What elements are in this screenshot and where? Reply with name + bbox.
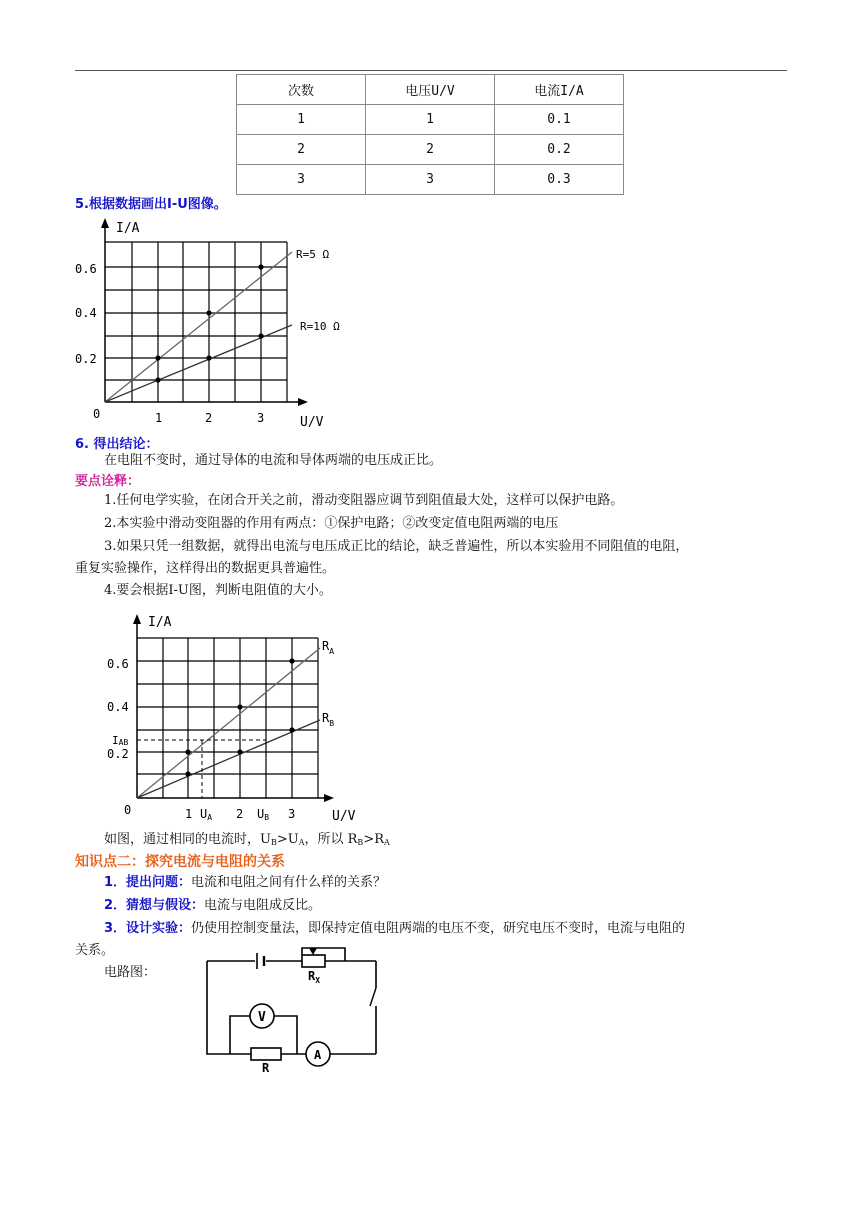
key-point-3-cont: 重复实验操作，这样得出的数据更具普遍性。	[75, 561, 336, 576]
item-3: 3．设计实验：仍使用控制变量法，即保持定值电阻两端的电压不变，研究电压不变时，电流与电阻的	[104, 921, 686, 936]
table-cell: 2	[237, 135, 366, 165]
data-table	[236, 74, 624, 195]
table-row	[237, 165, 624, 195]
table-cell: 1	[237, 105, 366, 135]
table-cell: 0.2	[495, 135, 624, 165]
rheostat-slider-icon	[309, 948, 317, 955]
rheostat-icon	[302, 955, 325, 967]
conclusion-text: 在电阻不变时，通过导体的电流和导体两端的电压成正比。	[104, 453, 443, 468]
graph2-caption: 如图，通过相同的电流时，$U_B>U_A$，所以 $R_B>R_A$	[104, 832, 390, 847]
i-ab-label: IAB	[112, 734, 129, 747]
ra-label: $R_A$	[322, 639, 335, 656]
graph2-xtick: 3	[288, 807, 296, 821]
ammeter-label: A	[314, 1048, 322, 1062]
circuit-wires	[207, 948, 376, 1054]
circuit-diagram	[195, 944, 395, 1078]
table-cell: 0.1	[495, 105, 624, 135]
header-rule	[75, 70, 787, 71]
resistor-label: R	[262, 1061, 270, 1075]
graph2-ytick: 0.4	[107, 700, 129, 714]
graph1-xtick: 3	[257, 411, 265, 425]
graph1-origin: 0	[93, 407, 101, 421]
graph2-xtick: 1	[185, 807, 193, 821]
ua-label: UA	[200, 807, 213, 822]
table-header-row	[237, 75, 624, 105]
table-header-cell: 电压U/V	[366, 75, 495, 105]
battery-icon	[257, 953, 264, 969]
voltmeter-label: V	[258, 1010, 266, 1025]
item-3-cont: 关系。	[75, 943, 115, 958]
iu-graph-1	[70, 212, 370, 434]
table-cell: 0.3	[495, 165, 624, 195]
graph2-y-arrow	[133, 614, 141, 624]
graph1-ytick: 0.2	[75, 352, 97, 366]
table-cell: 3	[237, 165, 366, 195]
resistor-icon	[251, 1048, 281, 1060]
graph1-y-arrow	[101, 218, 109, 228]
item-2: 2．猜想与假设：电流与电阻成反比。	[104, 898, 322, 913]
table-cell: 3	[366, 165, 495, 195]
step5-heading: 5.根据数据画出I-U图像。	[75, 197, 227, 212]
line-label-r5: R=5 Ω	[296, 248, 330, 261]
circuit-label: 电路图：	[104, 965, 157, 980]
item-1: 1．提出问题：电流和电阻之间有什么样的关系？	[104, 875, 387, 890]
key-point-2: 2.本实验中滑动变阻器的作用有两点：①保护电路；②改变定值电阻两端的电压	[104, 516, 559, 531]
graph1-ylabel: I/A	[116, 221, 140, 236]
table-row	[237, 105, 624, 135]
key-point-3: 3.如果只凭一组数据，就得出电流与电压成正比的结论，缺乏普遍性，所以本实验用不同阻值的电阻，	[104, 539, 689, 554]
section2-title: 知识点二：探究电流与电阻的关系	[75, 854, 285, 870]
table-header-cell: 次数	[237, 75, 366, 105]
iu-graph-2	[100, 606, 380, 832]
table-header-cell: 电流I/A	[495, 75, 624, 105]
graph1-ytick: 0.6	[75, 262, 97, 276]
rb-label: $R_B$	[322, 711, 335, 728]
graph1-x-arrow	[298, 398, 308, 406]
graph1-xtick: 1	[155, 411, 163, 425]
table-row	[237, 135, 624, 165]
graph2-ytick: 0.2	[107, 747, 129, 761]
rheostat-label: $R_X$	[308, 969, 321, 985]
table-cell: 2	[366, 135, 495, 165]
ub-label: UB	[257, 807, 270, 822]
graph1-ytick: 0.4	[75, 306, 97, 320]
graph2-ytick: 0.6	[107, 657, 129, 671]
graph2-ylabel: I/A	[148, 615, 172, 630]
key-point-4: 4.要会根据I-U图，判断电阻值的大小。	[104, 583, 332, 598]
graph2-origin: 0	[124, 803, 132, 817]
key-points-title: 要点诠释：	[75, 474, 141, 489]
line-label-r10: R=10 Ω	[300, 320, 340, 333]
graph1-xtick: 2	[205, 411, 213, 425]
table-cell: 1	[366, 105, 495, 135]
switch-icon	[370, 988, 376, 1006]
graph2-xtick: 2	[236, 807, 244, 821]
step6-heading: 6. 得出结论：	[75, 437, 159, 452]
graph2-xlabel: U/V	[332, 809, 356, 824]
graph2-x-arrow	[324, 794, 334, 802]
key-point-1: 1.任何电学实验，在闭合开关之前，滑动变阻器应调节到阻值最大处，这样可以保护电路。	[104, 493, 624, 508]
graph1-xlabel: U/V	[300, 415, 324, 430]
